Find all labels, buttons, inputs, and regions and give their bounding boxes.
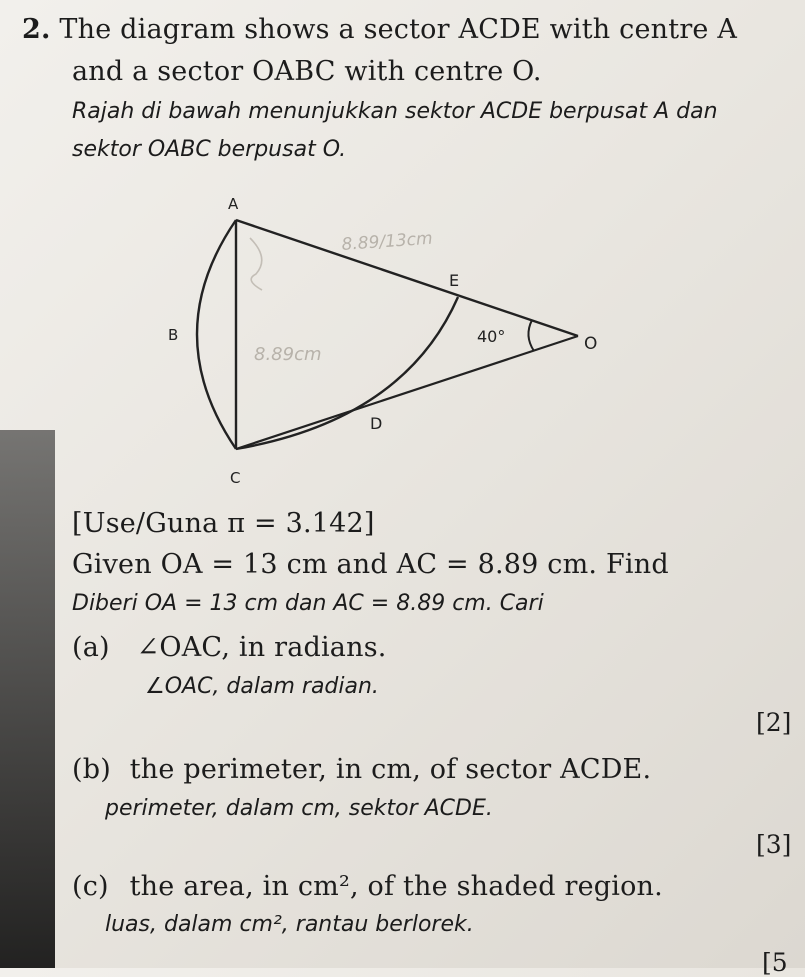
label-E: E: [449, 271, 460, 290]
label-B: B: [168, 326, 179, 344]
part-b: [72, 754, 651, 785]
given-ms: Diberi OA = 13 cm dan AC = 8.89 cm. Cari: [72, 591, 544, 616]
part-b-ms: perimeter, dalam cm, sektor ACDE.: [105, 796, 493, 821]
handwritten-scribble: [250, 238, 262, 290]
part-a-label: (a): [72, 632, 110, 663]
part-c: [72, 871, 663, 902]
label-O: O: [584, 334, 598, 354]
part-b-en: the perimeter, in cm, of sector ACDE.: [129, 754, 652, 785]
part-a-ms: ∠OAC, dalam radian.: [145, 674, 379, 699]
arc-CDE: [236, 297, 458, 449]
label-D: D: [370, 414, 383, 433]
label-A: A: [228, 195, 239, 213]
label-angle: 40°: [477, 327, 506, 346]
part-a-en: ∠OAC, in radians.: [136, 632, 387, 663]
part-a: [72, 632, 387, 663]
part-a-marks: [2]: [756, 708, 792, 737]
part-b-label: (b): [72, 754, 111, 785]
arc-ABC: [197, 220, 236, 449]
given-en: Given OA = 13 cm and AC = 8.89 cm. Find: [72, 549, 669, 580]
part-c-label: (c): [72, 871, 109, 902]
part-c-marks: [5: [762, 948, 788, 977]
part-b-marks: [3]: [756, 830, 792, 859]
handwritten-top: 8.89/13cm: [340, 228, 434, 255]
label-C: C: [230, 469, 241, 487]
part-c-ms: luas, dalam cm², rantau berlorek.: [105, 912, 474, 937]
question-number: 2.: [22, 14, 51, 45]
intro-en-2: and a sector OABC with centre O.: [72, 56, 542, 87]
intro-en-1: The diagram shows a sector ACDE with centre A: [59, 14, 738, 45]
angle-marker: [528, 320, 534, 351]
part-c-en: the area, in cm², of the shaded region.: [129, 871, 663, 902]
intro-ms-2: sektor OABC berpusat O.: [72, 137, 347, 162]
intro-ms-1: Rajah di bawah menunjukkan sektor ACDE berpusat A dan: [72, 99, 718, 124]
use-pi: [Use/Guna π = 3.142]: [72, 508, 375, 539]
handwritten-middle: 8.89cm: [254, 344, 322, 365]
